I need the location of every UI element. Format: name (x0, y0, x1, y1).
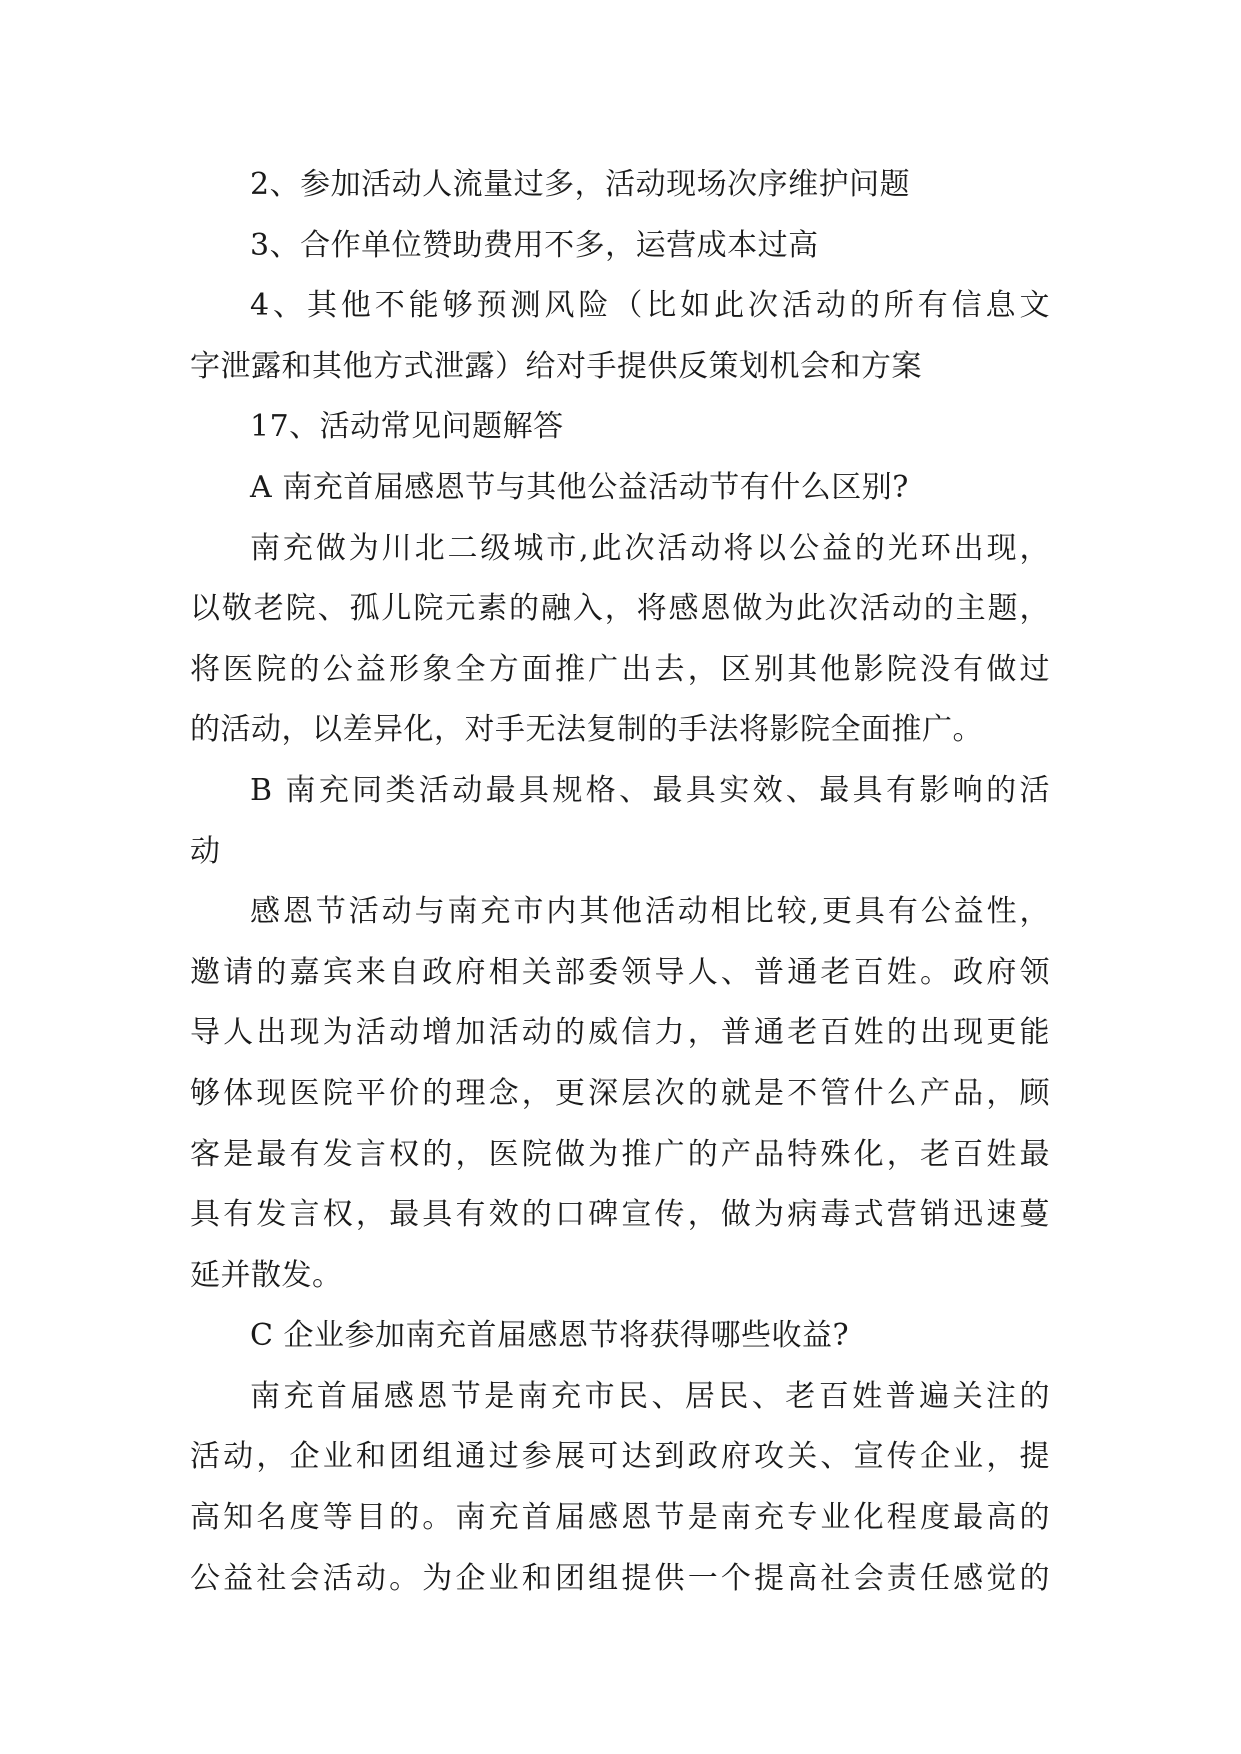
section-heading-faq (190, 397, 1050, 458)
text-line: 的活动，以差异化，对手无法复制的手法将影院全面推广。 (190, 712, 983, 748)
answer-c (190, 1367, 1050, 1609)
text-line: 邀请的嘉宾来自政府相关部委领导人、普通老百姓。政府领 (190, 954, 1050, 990)
text-line: 2、参加活动人流量过多，活动现场次序维护问题 (250, 167, 911, 202)
text-line: C 企业参加南充首届感恩节将获得哪些收益? (250, 1318, 850, 1354)
text-line: 动 (190, 833, 221, 869)
text-line: 延并散发。 (190, 1257, 343, 1293)
paragraph-risk-4 (190, 276, 1050, 397)
text-line: 够体现医院平价的理念，更深层次的就是不管什么产品，顾 (190, 1075, 1050, 1111)
text-line: 17、活动常见问题解答 (250, 409, 564, 445)
text-line: 活动，企业和团组通过参展可达到政府攻关、宣传企业，提 (190, 1439, 1050, 1475)
text-line: 3、合作单位赞助费用不多，运营成本过高 (250, 227, 819, 263)
paragraph-risk-3 (190, 216, 1050, 277)
text-line: 4、其他不能够预测风险（比如此次活动的所有信息文 (250, 288, 1050, 324)
question-a (190, 458, 1050, 519)
text-line: 将医院的公益形象全方面推广出去，区别其他影院没有做过 (190, 651, 1050, 687)
answer-b (190, 882, 1050, 1306)
text-line: A 南充首届感恩节与其他公益活动节有什么区别? (250, 469, 909, 505)
question-b (190, 761, 1050, 882)
text-line: 字泄露和其他方式泄露）给对手提供反策划机会和方案 (190, 348, 922, 384)
text-line: 具有发言权，最具有效的口碑宣传，做为病毒式营销迅速蔓 (190, 1197, 1050, 1233)
text-line: 客是最有发言权的，医院做为推广的产品特殊化，老百姓最 (190, 1136, 1050, 1172)
text-line: 南充首届感恩节是南充市民、居民、老百姓普遍关注的 (250, 1378, 1050, 1414)
paragraph-risk-2 (190, 155, 1050, 216)
text-line: 高知名度等目的。南充首届感恩节是南充专业化程度最高的 (190, 1500, 1050, 1536)
answer-a (190, 519, 1050, 761)
question-c (190, 1306, 1050, 1367)
text-line: 以敬老院、孤儿院元素的融入，将感恩做为此次活动的主题， (190, 591, 1050, 627)
text-line: 公益社会活动。为企业和团组提供一个提高社会责任感觉的 (190, 1560, 1050, 1596)
text-line: 南充做为川北二级城市,此次活动将以公益的光环出现， (250, 530, 1050, 566)
text-line: B 南充同类活动最具规格、最具实效、最具有影响的活 (250, 772, 1050, 808)
text-line: 感恩节活动与南充市内其他活动相比较,更具有公益性， (250, 894, 1050, 930)
text-line: 导人出现为活动增加活动的威信力，普通老百姓的出现更能 (190, 1015, 1050, 1051)
document-body (190, 155, 1050, 1609)
